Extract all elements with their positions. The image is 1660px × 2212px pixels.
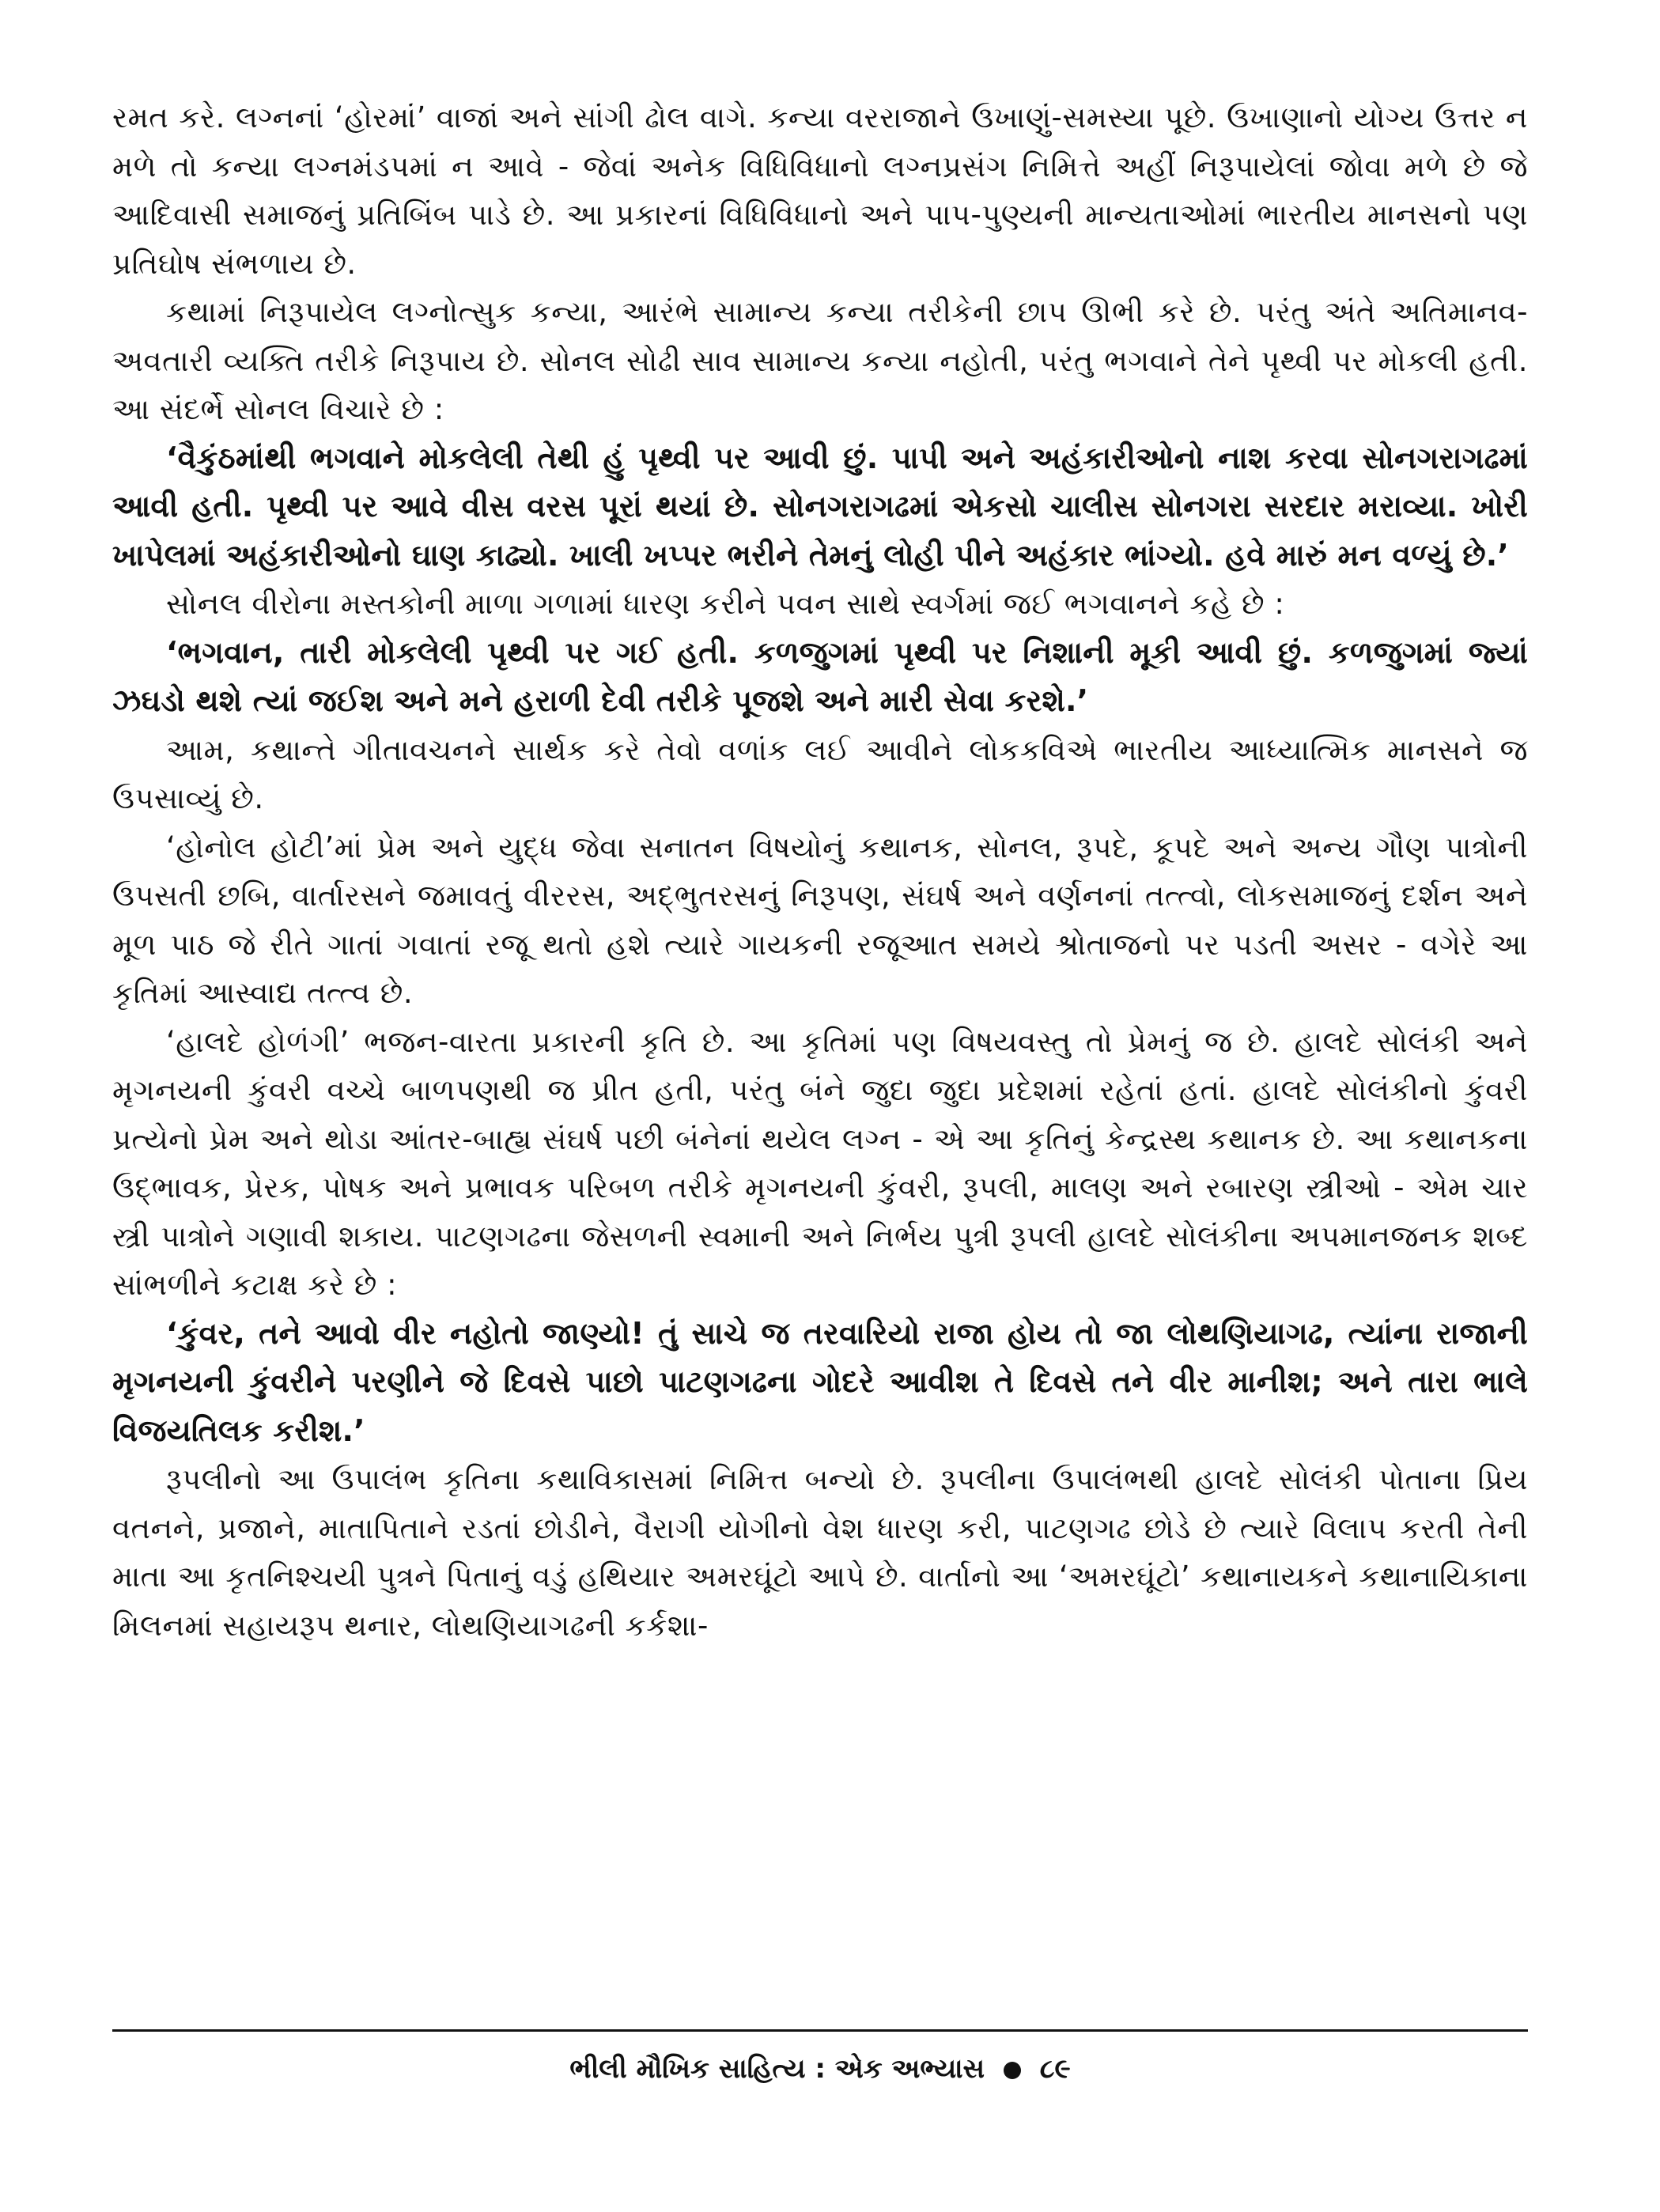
page-body — [112, 93, 1528, 1650]
quote-2: ‘ભગવાન, તારી મોકલેલી પૃથ્વી પર ગઈ હતી. કળજુગમાં પૃથ્વી પર નિશાની મૂકી આવી છું. કળજુગમાં જ્યાં ઝઘડો થશે ત્યાં જઈશ અને મને હરાળી દેવી તરીકે પૂજશે અને મારી સેવા કરશે.’ — [112, 634, 1528, 718]
bullet-icon — [1004, 2062, 1021, 2079]
paragraph-2: કથામાં નિરૂપાયેલ લગ્નોત્સુક કન્યા, આરંભે સામાન્ય કન્યા તરીકેની છાપ ઊભી કરે છે. પરંતુ અંતે અતિમાનવ-અવતારી વ્યક્તિ તરીકે નિરૂપાય છે. સોનલ સોઢી સાવ સામાન્ય કન્યા નહોતી, પરંતુ ભગવાને તેને પૃથ્વી પર મોકલી હતી. આ સંદર્ભે સોનલ વિચારે છે : — [112, 295, 1528, 426]
paragraph-5: ‘હોનોલ હોટી’માં પ્રેમ અને યુદ્ધ જેવા સનાતન વિષયોનું કથાનક, સોનલ, રૂપદે, કૂપદે અને અન્ય ગૌણ પાત્રોની ઉપસતી છબિ, વાર્તારસને જમાવતું વીરરસ, અદ્ભુતરસનું નિરૂપણ, સંઘર્ષ અને વર્ણનનાં તત્ત્વો, લોકસમાજનું દર્શન અને મૂળ પાઠ જે રીતે ગાતાં ગવાતાં રજૂ થતો હશે ત્યારે ગાયકની રજૂઆત સમયે શ્રોતાજનો પર પડતી અસર - વગેરે આ કૃતિમાં આસ્વાદ્ય તત્ત્વ છે. — [112, 830, 1528, 1010]
footer-page-number: ૮૯ — [1039, 2053, 1071, 2085]
quote-1: ‘વૈકુંઠમાંથી ભગવાને મોકલેલી તેથી હું પૃથ્વી પર આવી છું. પાપી અને અહંકારીઓનો નાશ કરવા સોનગરાગઢમાં આવી હતી. પૃથ્વી પર આવે વીસ વરસ પૂરાં થયાં છે. સોનગરાગઢમાં એકસો ચાલીસ સોનગરા સરદાર મરાવ્યા. ખોરી ખાપેલમાં અહંકારીઓનો ઘાણ કાઢ્યો. ખાલી ખપ્પર ભરીને તેમનું લોહી પીને અહંકાર ભાંગ્યો. હવે મારું મન વળ્યું છે.’ — [112, 440, 1528, 573]
paragraph-1: રમત કરે. લગ્નનાં ‘હોરમાં’ વાજાં અને સાંગી ઢોલ વાગે. કન્યા વરરાજાને ઉખાણું-સમસ્યા પૂછે. ઉખાણાનો યોગ્ય ઉત્તર ન મળે તો કન્યા લગ્નમંડપમાં ન આવે - જેવાં અનેક વિધિવિધાનો લગ્નપ્રસંગ નિમિત્તે અહીં નિરૂપાયેલાં જોવા મળે છે જે આદિવાસી સમાજનું પ્રતિબિંબ પાડે છે. આ પ્રકારનાં વિધિવિધાનો અને પાપ-પુણ્યની માન્યતાઓમાં ભારતીય માનસનો પણ પ્રતિઘોષ સંભળાય છે. — [112, 100, 1528, 281]
page-footer — [112, 2050, 1528, 2088]
paragraph-7: રૂપલીનો આ ઉપાલંભ કૃતિના કથાવિકાસમાં નિમિત્ત બન્યો છે. રૂપલીના ઉપાલંભથી હાલદે સોલંકી પોતાના પ્રિય વતનને, પ્રજાને, માતાપિતાને રડતાં છોડીને, વૈરાગી યોગીનો વેશ ધારણ કરી, પાટણગઢ છોડે છે ત્યારે વિલાપ કરતી તેની માતા આ કૃતનિશ્ચયી પુત્રને પિતાનું વડું હથિયાર અમરઘૂંટો આપે છે. વાર્તાનો આ ‘અમરઘૂંટો’ કથાનાયકને કથાનાયિકાના મિલનમાં સહાયરૂપ થનાર, લોથણિયાગઢની કર્કશા- — [112, 1462, 1528, 1643]
footer-divider — [112, 2029, 1528, 2032]
paragraph-4: આમ, કથાન્તે ગીતાવચનને સાર્થક કરે તેવો વળાંક લઈ આવીને લોકકવિએ ભારતીય આધ્યાત્મિક માનસને જ ઉપસાવ્યું છે. — [112, 732, 1528, 815]
paragraph-6: ‘હાલદે હોળંગી’ ભજન-વારતા પ્રકારની કૃતિ છે. આ કૃતિમાં પણ વિષયવસ્તુ તો પ્રેમનું જ છે. હાલદે સોલંકી અને મૃગનયની કુંવરી વચ્ચે બાળપણથી જ પ્રીત હતી, પરંતુ બંને જુદા જુદા પ્રદેશમાં રહેતાં હતાં. હાલદે સોલંકીનો કુંવરી પ્રત્યેનો પ્રેમ અને થોડા આંતર-બાહ્ય સંઘર્ષ પછી બંનેનાં થયેલ લગ્ન - એ આ કૃતિનું કેન્દ્રસ્થ કથાનક છે. આ કથાનકના ઉદ્ભાવક, પ્રેરક, પોષક અને પ્રભાવક પરિબળ તરીકે મૃગનયની કુંવરી, રૂપલી, માલણ અને રબારણ સ્ત્રીઓ - એમ ચાર સ્ત્રી પાત્રોને ગણાવી શકાય. પાટણગઢના જેસળની સ્વમાની અને નિર્ભય પુત્રી રૂપલી હાલદે સોલંકીના અપમાનજનક શબ્દ સાંભળીને કટાક્ષ કરે છે : — [112, 1024, 1528, 1302]
paragraph-3: સોનલ વીરોના મસ્તકોની માળા ગળામાં ધારણ કરીને પવન સાથે સ્વર્ગમાં જઈ ભગવાનને કહે છે : — [166, 587, 1285, 621]
quote-3: ‘કુંવર, તને આવો વીર નહોતો જાણ્યો! તું સાચે જ તરવારિયો રાજા હોય તો જા લોથણિયાગઢ, ત્યાંના રાજાની મૃગનયની કુંવરીને પરણીને જે દિવસે પાછો પાટણગઢના ગોદરે આવીશ તે દિવસે તને વીર માનીશ; અને તારા ભાલે વિજયતિલક કરીશ.’ — [112, 1315, 1528, 1448]
footer-book-title: ભીલી મૌખિક સાહિત્ય : એક અભ્યાસ — [569, 2053, 985, 2085]
